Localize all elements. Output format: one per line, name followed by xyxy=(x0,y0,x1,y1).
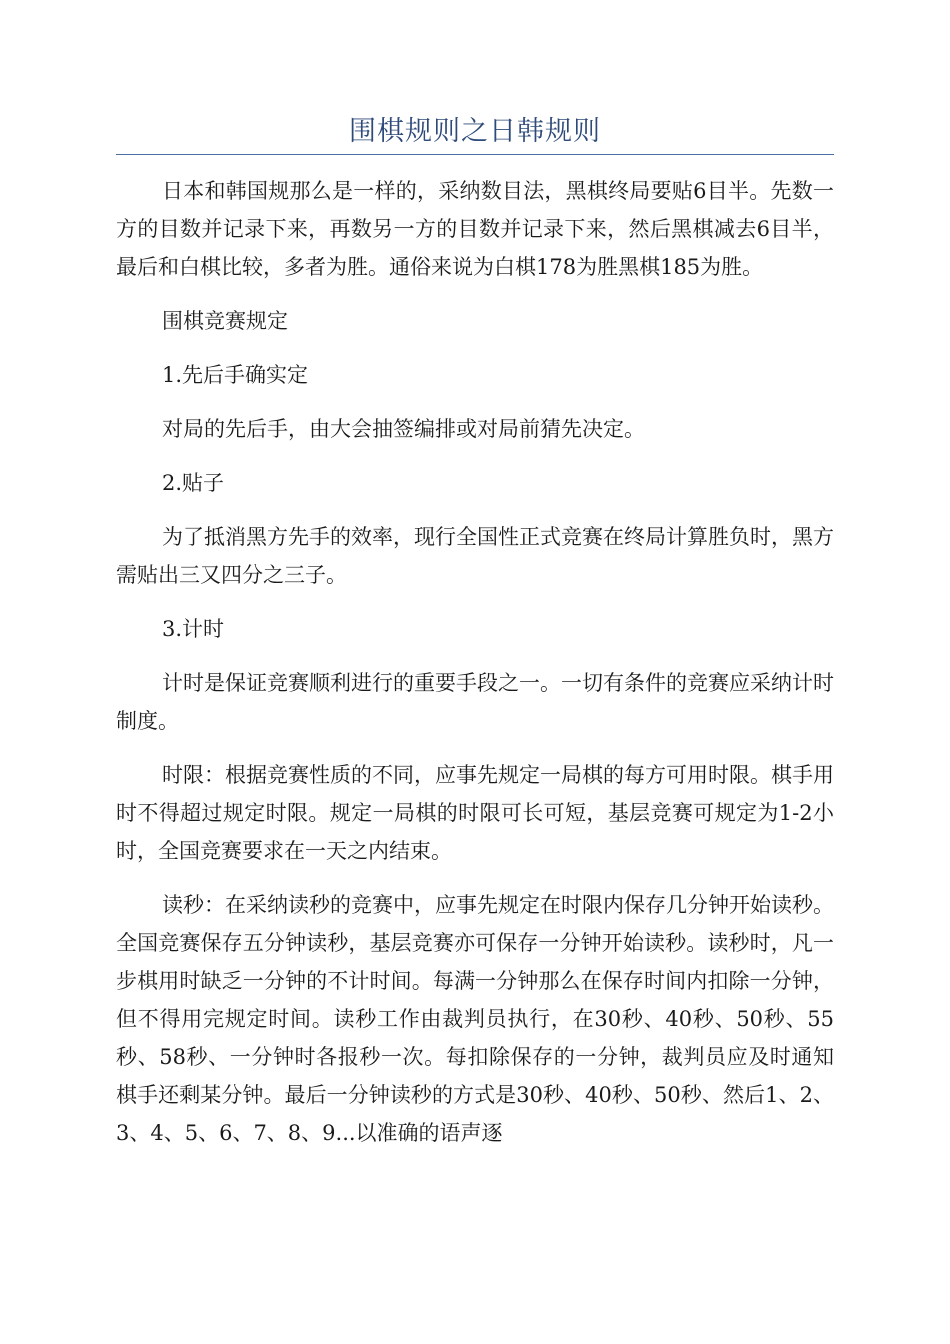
paragraph-byoyomi: 读秒：在采纳读秒的竞赛中，应事先规定在时限内保存几分钟开始读秒。全国竞赛保存五分钟读秒，基层竞赛亦可保存一分钟开始读秒。读秒时，凡一步棋用时缺乏一分钟的不计时间。每满一分钟那么在保存时间内扣除一分钟，但不得用完规定时间。读秒工作由裁判员执行，在30秒、40秒、50秒、55秒、58秒、一分钟时各报秒一次。每扣除保存的一分钟，裁判员应及时通知棋手还剩某分钟。最后一分钟读秒的方式是30秒、40秒、50秒、然后1、2、3、4、5、6、7、8、9...以准确的语声逐 xyxy=(116,893,834,1145)
paragraph-first-move: 对局的先后手，由大会抽签编排或对局前猜先决定。 xyxy=(162,417,645,441)
document-title: 围棋规则之日韩规则 xyxy=(349,116,601,147)
paragraph-intro: 日本和韩国规那么是一样的，采纳数目法，黑棋终局要贴6目半。先数一方的目数并记录下来，再数另一方的目数并记录下来，然后黑棋减去6目半，最后和白棋比较，多者为胜。通俗来说为白棋178为胜黑棋185为胜。 xyxy=(116,179,834,279)
document-body xyxy=(116,172,834,1168)
heading-komi: 2.贴子 xyxy=(162,471,225,495)
title-underline xyxy=(116,154,834,155)
paragraph-komi: 为了抵消黑方先手的效率，现行全国性正式竞赛在终局计算胜负时，黑方需贴出三又四分之三子。 xyxy=(116,525,834,587)
heading-first-move: 1.先后手确实定 xyxy=(162,363,309,387)
heading-timing: 3.计时 xyxy=(162,617,225,641)
paragraph-time-limit: 时限：根据竞赛性质的不同，应事先规定一局棋的每方可用时限。棋手用时不得超过规定时限。规定一局棋的时限可长可短，基层竞赛可规定为1-2小时，全国竞赛要求在一天之内结束。 xyxy=(116,763,834,863)
paragraph-timing: 计时是保证竞赛顺利进行的重要手段之一。一切有条件的竞赛应采纳计时制度。 xyxy=(116,671,834,733)
heading-competition-rules: 围棋竞赛规定 xyxy=(162,309,288,333)
